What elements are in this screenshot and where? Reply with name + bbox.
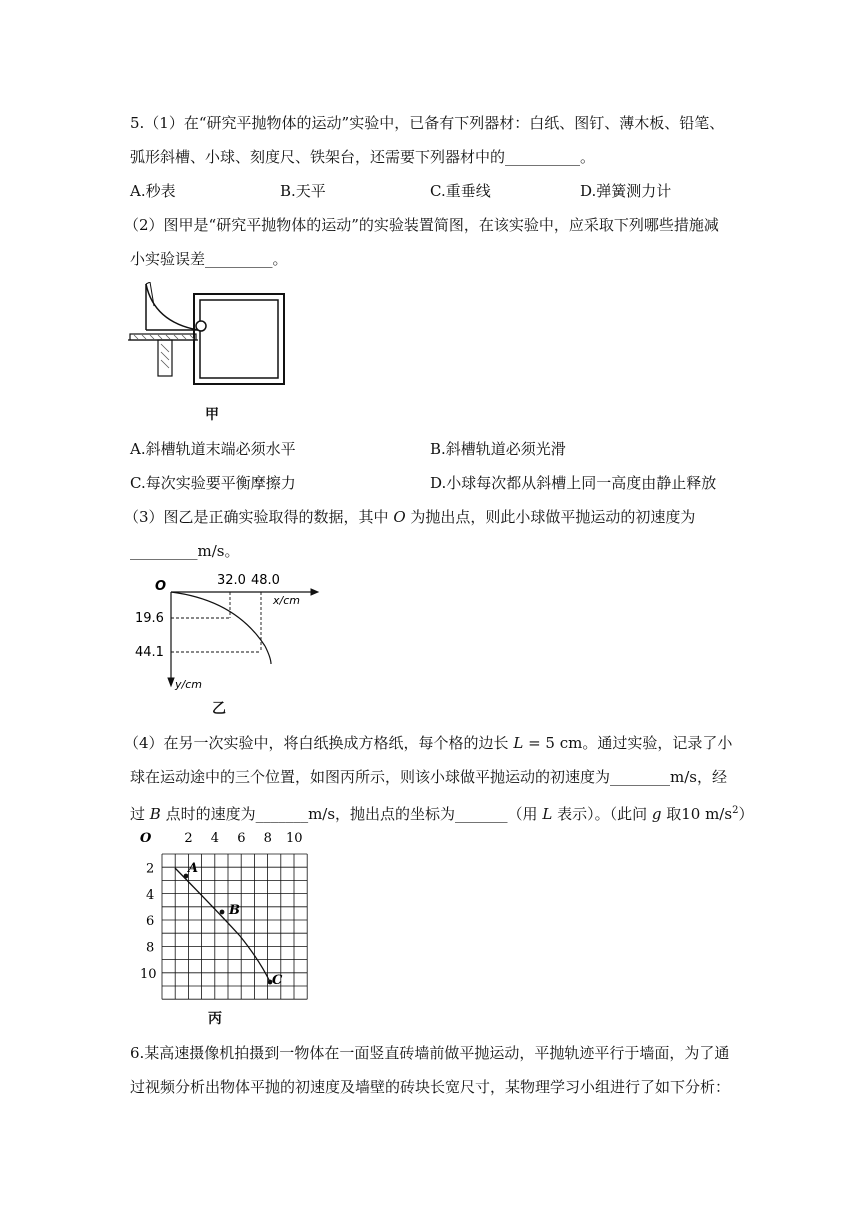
point-b-label: B	[229, 903, 240, 918]
q5-part3-line2: _________m/s。	[130, 542, 240, 560]
grid-x-tick-label: 4	[210, 831, 220, 846]
x-axis-label: x/cm	[273, 594, 300, 607]
origin-label: O	[155, 579, 167, 594]
q5-part4-line2: 球在运动途中的三个位置，如图丙所示，则该小球做平抛运动的初速度为________m/s，经	[130, 768, 727, 786]
q5-part2-option-a: A.斜槽轨道末端必须水平	[130, 440, 296, 458]
q5-part1-option-a: A.秒表	[130, 182, 176, 200]
q5-part4-line1: （4）在另一次实验中，将白纸换成方格纸，每个格的边长 L = 5 cm。通过实验，记录了小	[124, 734, 733, 752]
grid-origin-label: O	[140, 831, 152, 846]
q6-line2: 过视频分析出物体平抛的初速度及墙壁的砖块长宽尺寸，某物理学习小组进行了如下分析：	[130, 1078, 731, 1096]
board-inner-frame	[200, 300, 278, 378]
trajectory-figure	[125, 568, 325, 693]
q5-part1-option-b: B.天平	[280, 182, 326, 200]
grid-x-tick-label: 8	[263, 831, 272, 846]
figure-jia-caption: 甲	[205, 407, 219, 423]
q5-part2-option-d: D.小球每次都从斜槽上同一高度由静止释放	[430, 474, 717, 492]
y-tick-label: 19.6	[135, 611, 164, 626]
chute-base	[130, 334, 196, 340]
q5-part1-option-d: D.弹簧测力计	[580, 182, 672, 200]
q5-part1-option-c: C.重垂线	[430, 182, 491, 200]
q5-part2-line2: 小实验误差_________。	[130, 250, 288, 268]
point-a-label: A	[188, 861, 199, 876]
grid-y-tick-label: 6	[146, 914, 155, 930]
grid-figure	[128, 826, 318, 1008]
trajectory-curve	[171, 592, 265, 646]
x-tick-label: 48.0	[251, 573, 280, 588]
q5-part1-line1: 5.（1）在“研究平抛物体的运动”实验中，已备有下列器材：白纸、图钉、薄木板、铅笔、	[130, 114, 725, 132]
figure-bing-caption: 丙	[208, 1011, 222, 1027]
y-axis-label: y/cm	[175, 678, 202, 691]
q5-part1-line2: 弧形斜槽、小球、刻度尺、铁架台，还需要下列器材中的__________。	[130, 148, 596, 166]
grid-y-tick-label: 4	[146, 887, 155, 903]
q5-part2-option-c: C.每次实验要平衡摩擦力	[130, 474, 296, 492]
q6-line1: 6.某高速摄像机拍摄到一物体在一面竖直砖墙前做平抛运动，平抛轨迹平行于墙面，为了通	[130, 1044, 730, 1062]
chute-curve	[146, 284, 198, 330]
ball	[196, 321, 206, 331]
grid-x-tick-label: 10	[286, 831, 303, 846]
point-c-label: C	[272, 973, 283, 988]
y-tick-label: 44.1	[135, 645, 164, 660]
figure-yi-caption: 乙	[212, 701, 226, 717]
grid-y-tick-label: 2	[146, 861, 155, 877]
board-outer-frame	[194, 294, 284, 384]
grid-y-tick-label: 8	[146, 940, 155, 956]
point-b	[220, 910, 225, 915]
x-tick-label: 32.0	[217, 573, 246, 588]
q5-part4-line3: 过 B 点时的速度为_______m/s，抛出点的坐标为_______（用 L 表示）。（此问 g 取10 $m/s^2$）	[130, 805, 754, 823]
grid-y-tick-label: 10	[140, 967, 157, 982]
grid-x-tick-label: 6	[237, 831, 246, 846]
q5-part3-line1: （3）图乙是正确实验取得的数据，其中 O 为抛出点，则此小球做平抛运动的初速度为	[124, 508, 696, 526]
q5-part2-option-b: B.斜槽轨道必须光滑	[430, 440, 566, 458]
grid-trajectory	[175, 868, 270, 982]
grid-x-tick-label: 2	[184, 831, 193, 846]
q5-part2-line1: （2）图甲是“研究平抛物体的运动”的实验装置简图，在该实验中，应采取下列哪些措施减	[124, 216, 719, 234]
support-column	[158, 340, 172, 376]
